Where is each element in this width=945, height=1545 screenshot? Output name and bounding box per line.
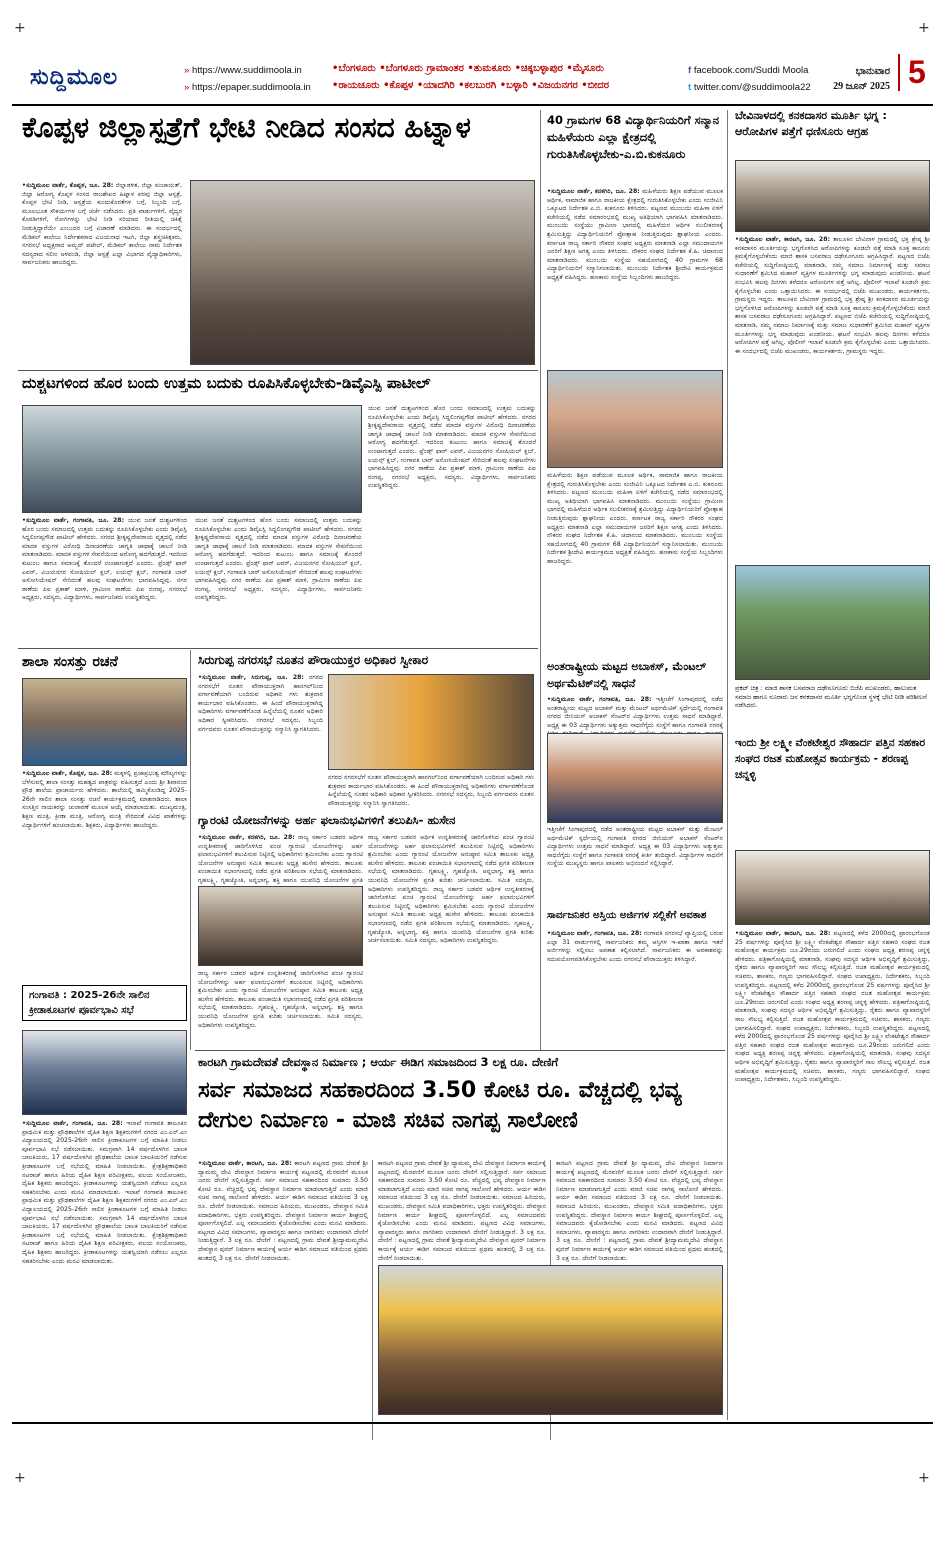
column-rule bbox=[727, 110, 728, 1420]
koppal-text: ಜಿಲ್ಲಾಡಳಿತ, ಜಿಲ್ಲಾ ಪಂಚಾಯತ್, ಜಿಲ್ಲಾ ಆರೋಗ್ಯ ಕೊಪ್ಪಳ ಸಂಸದ ರಾಜಶೇಖರ ಹಿಟ್ನಾಳ ಪರವು ಜಿಲ್ಲಾ ಆಸ್ಪತ್ರೆ, ಕೊಪ್ಪಳ ಭೇಟಿ ನೀಡಿ, ಆಸ್ಪತ್ರೆಯ ಕುಂದುಕೊರತೆಗಳ ಬಗ್ಗೆ, ಸಿಬ್ಬಂದಿ ಬಗ್ಗೆ, ಮೂಲಭೂತ ಸೌಕರ್ಯಗಳ ಬಗ್ಗೆ ಚರ್ಚೆ ನಡೆಸಿದರು. ಪ್ರತಿ ವಾರ್ಡುಗಳಿಗೆ, ವೈದ್ಯರ ಕೊಠಡಿಗಳಿಗೆ, ರೋಗಿಗಳನ್ನು ಭೇಟಿ ನೀಡಿ ಸರಿಯಾದ ರೀತಿಯಲ್ಲಿ ಚಿಕಿತ್ಸೆ ನೀಡುತ್ತಿದ್ದಾರೆಯೇ ಎಂಬುದರ ಬಗ್ಗೆ ವಿಚಾರಣೆ ಮಾಡಿದರು. ಈ ಸಂದರ್ಭದಲ್ಲಿ ಮೆಡಿಕಲ್ ಕಾಲೇಜು ನಿರ್ದೇಶಕರಾದ ವಿಜಯನಾಥ ಇಟಗಿ, ಜಿಲ್ಲಾ ಶಸ್ತ್ರಚಿಕಿತ್ಸಕರು, ನಗರಸಭೆ ಅಧ್ಯಕ್ಷರಾದ ಅಮ್ಜದ್ ಪಟೇಲ್, ಮೆಡಿಕಲ್ ಕಾಲೇಜು ನಾಮ ನಿರ್ದೇಶಕ ಸದಸ್ಯರಾದ ಸಲೀಂ ಅಳವಂಡಿ, ಜಿಲ್ಲಾ ಆಸ್ಪತ್ರೆ ಎಲ್ಲಾ ವಿಭಾಗದ ವೈದ್ಯಾಧಿಕಾರಿಗಳು, ಸಾರ್ವಜನಿಕರು ಹಾಜರಿದ್ದರು. bbox=[22, 182, 183, 267]
school-photo bbox=[22, 678, 187, 766]
koppal-headline[interactable]: ಕೊಪ್ಪಳ ಜಿಲ್ಲಾಸ್ಪತ್ರೆಗೆ ಭೇಟಿ ನೀಡಿದ ಸಂಸದ ಹಿಟ್ನಾಳ bbox=[22, 111, 471, 144]
facebook-icon: f bbox=[688, 65, 692, 76]
district-line-1: •ಬೆಂಗಳೂರು •ಬೆಂಗಳೂರು ಗ್ರಾಮಾಂತರ •ತುಮಕೂರು •ಚಿಕ್ಕಬಳ್ಳಾಪುರ •ಮೈಸೂರು bbox=[332, 63, 604, 74]
cooperative-text-cont: ಪಟ್ಟಣದಲ್ಲಿ ಕಳೆದ 2000ದಲ್ಲಿ ಪ್ರಾರಂಭಗೊಂಡ 25 ವರ್ಷಗಳನ್ನು ಪೂರೈಸಿದ ಶ್ರೀ ಲಕ್ಷ್ಮೀ ವೆಂಕಟೇಶ್ವರ ಸೌಹಾರ್ದ ಪತ್ತಿನ ಸಹಕಾರಿ ಸಂಘದ ರಜತ ಮಹೋತ್ಸವ ಕಾರ್ಯಕ್ರಮ ಜೂ.29ರಂದು ಜರುಗಲಿದೆ ಎಂದು ಸಂಘದ ಅಧ್ಯಕ್ಷ ಶರಣಪ್ಪ ಚನ್ನಳ್ಳಿ ಹೇಳಿದರು. ಪತ್ರಿಕಾಗೋಷ್ಠಿಯಲ್ಲಿ ಮಾತನಾಡಿ, ಸಂಘವು ಸದಸ್ಯರ ಆರ್ಥಿಕ ಅಭಿವೃದ್ಧಿಗೆ ಶ್ರಮಿಸುತ್ತಿದ್ದು, ರೈತರು ಹಾಗೂ ವ್ಯಾಪಾರಸ್ಥರಿಗೆ ಸಾಲ ಸೌಲಭ್ಯ ಕಲ್ಪಿಸುತ್ತಿದೆ. ರಜತ ಮಹೋತ್ಸವ ಕಾರ್ಯಕ್ರಮದಲ್ಲಿ ಸಚಿವರು, ಶಾಸಕರು, ಗಣ್ಯರು ಭಾಗವಹಿಸಲಿದ್ದಾರೆ. ಸಂಘದ ಉಪಾಧ್ಯಕ್ಷರು, ನಿರ್ದೇಶಕರು, ಸಿಬ್ಬಂದಿ ಉಪಸ್ಥಿತರಿದ್ದರು. bbox=[735, 981, 931, 1032]
guarantee-dateline: •ಸುದ್ದಿಮೂಲ ವಾರ್ತೆ, ಕನಕಗಿರಿ, ಜೂ. 28: bbox=[198, 834, 295, 841]
district-line-2: •ರಾಯಚೂರು •ಕೊಪ್ಪಳ •ಯಾದಗಿರಿ •ಕಲಬುರಗಿ •ಬಳ್ಳಾರಿ •ವಿಜಯನಗರ •ಬೀದರ bbox=[332, 80, 609, 91]
bevinal-text-cont: ತಾಲೂಕಿನ ಬೇವಿನಾಳ ಗ್ರಾಮದಲ್ಲಿ ಭಕ್ತ ಶ್ರೇಷ್ಠ ಶ್ರೀ ಕನಕದಾಸರ ಮೂರ್ತಿಯನ್ನು ಭಗ್ನಗೊಳಿಸಿದ ಆರೋಪಿಗಳನ್ನು ಕೂಡಲೇ ಪತ್ತೆ ಮಾಡಿ ಸೂಕ್ತ ಕಾನೂನು ಕ್ರಮಕೈಗೊಳ್ಳಬೇಕೆಂದು ಮಾಜಿ ಶಾಸಕ ಬಸವರಾಜ ದಢೇಸೂಗೂರು ಆಗ್ರಹಿಸಿದ್ದಾರೆ. ಪಟ್ಟಣದ ಬಿಜೆಪಿ ಕಚೇರಿಯಲ್ಲಿ ಸುದ್ದಿಗೋಷ್ಠಿಯಲ್ಲಿ ಮಾತನಾಡಿ, ನಮ್ಮ ಸಮಾಜ ನಿರ್ಮಾಣಕ್ಕೆ ಮತ್ತು ಸಮಾಜ ಸುಧಾರಣೆಗೆ ಶ್ರಮಿಸಿದ ಮಹಾನ್ ವ್ಯಕ್ತಿಗಳ ಮೂರ್ತಿಗಳನ್ನು ಭಗ್ನ ಮಾಡುವುದು ಖಂಡನೀಯ. ಘಟನೆ ಸಂಭವಿಸಿ ಹಲವು ದಿನಗಳು ಕಳೆದರೂ ಆರೋಪಿಗಳ ಪತ್ತೆ ಆಗಿಲ್ಲ. ಪೊಲೀಸ್ ಇಲಾಖೆ ಕೂಡಲೇ ಕ್ರಮ ಕೈಗೊಳ್ಳಬೇಕು ಎಂದು ಒತ್ತಾಯಿಸಿದರು. ಈ ಸಂದರ್ಭದಲ್ಲಿ ಬಿಜೆಪಿ ಮುಖಂಡರು, ಕಾರ್ಯಕರ್ತರು, ಗ್ರಾಮಸ್ಥರು ಇದ್ದರು. bbox=[735, 296, 931, 355]
siruguppa-headline[interactable]: ಸಿರುಗುಪ್ಪ ನಗರಸಭೆ ನೂತನ ಪೌರಾಯುಕ್ತರ ಅಧಿಕಾರ ಸ್ವೀಕಾರ bbox=[198, 653, 429, 667]
drugs-body-1 bbox=[22, 517, 187, 642]
koppal-photo bbox=[190, 180, 535, 365]
school-body bbox=[22, 770, 187, 980]
cooperative-dateline: •ಸುದ್ದಿಮೂಲ ವಾರ್ತೆ, ಕಾರಟಗಿ, ಜೂ. 28: bbox=[735, 930, 831, 937]
women-photo bbox=[547, 370, 723, 468]
bevinal-dateline: •ಸುದ್ದಿಮೂಲ ವಾರ್ತೆ, ಕಾರಟಗಿ, ಜೂ. 28: bbox=[735, 236, 830, 243]
sports-text: ಇಲಾಖೆ ಗಂಗಾವತಿ ತಾಲೂಕಿನ ಪ್ರಾಥಮಿಕ ಮತ್ತು ಪ್ರೌಢಶಾಲೆಗಳ ದೈಹಿಕ ಶಿಕ್ಷಣ ಶಿಕ್ಷಕರುಗಳಿಗೆ ನಗರದ ಎಂ.ಎನ್.ಎಂ ವಿದ್ಯಾಲಯದಲ್ಲಿ 2025-26ನೇ ಸಾಲಿನ ಕ್ರೀಡಾಕೂಟಗಳ ಬಗ್ಗೆ ಮಾಹಿತಿ ನೀಡಲು ಪೂರ್ವಭಾವಿ ಸಭೆ ನಡೆಸಲಾಯಿತು. ಸಮಗ್ರವಾಗಿ 14 ವರ್ಷದೊಳಗಿನ ಬಾಲಕ ಬಾಲಕಿಯರು, 17 ವರ್ಷದೊಳಗಿನ ಪ್ರೌಢಶಾಲೆಯ ಬಾಲಕ ಬಾಲಕಿಯರಿಗೆ ನಡೆಸುವ ಕ್ರೀಡಾಕೂಟಗಳ ಬಗ್ಗೆ ಸಭೆಯಲ್ಲಿ ಮಾಹಿತಿ ನೀಡಲಾಯಿತು. ಕ್ಷೇತ್ರಶಿಕ್ಷಣಾಧಿಕಾರಿ ನಟರಾಜ್ ಹಾಗೂ ಹಿರಿಯ ದೈಹಿಕ ಶಿಕ್ಷಣ ಪರಿವೀಕ್ಷಕರು, ವಲಯ ಸಂಯೋಜಕರು, ದೈಹಿಕ ಶಿಕ್ಷಕರು ಹಾಜರಿದ್ದರು. ಕ್ರೀಡಾಕೂಟಗಳನ್ನು ಯಶಸ್ವಿಯಾಗಿ ನಡೆಸಲು ಎಲ್ಲರೂ ಸಹಕರಿಸಬೇಕು ಎಂದು ಮನವಿ ಮಾಡಲಾಯಿತು. bbox=[22, 1120, 187, 1196]
cooperative-photo bbox=[735, 850, 930, 925]
drugs-body-3 bbox=[368, 405, 536, 642]
temple-body-1 bbox=[198, 1160, 368, 1418]
bevinal-text: ತಾಲೂಕಿನ ಬೇವಿನಾಳ ಗ್ರಾಮದಲ್ಲಿ ಭಕ್ತ ಶ್ರೇಷ್ಠ ಶ್ರೀ ಕನಕದಾಸರ ಮೂರ್ತಿಯನ್ನು ಭಗ್ನಗೊಳಿಸಿದ ಆರೋಪಿಗಳನ್ನು ಕೂಡಲೇ ಪತ್ತೆ ಮಾಡಿ ಸೂಕ್ತ ಕಾನೂನು ಕ್ರಮಕೈಗೊಳ್ಳಬೇಕೆಂದು ಮಾಜಿ ಶಾಸಕ ಬಸವರಾಜ ದಢೇಸೂಗೂರು ಆಗ್ರಹಿಸಿದ್ದಾರೆ. ಪಟ್ಟಣದ ಬಿಜೆಪಿ ಕಚೇರಿಯಲ್ಲಿ ಸುದ್ದಿಗೋಷ್ಠಿಯಲ್ಲಿ ಮಾತನಾಡಿ, ನಮ್ಮ ಸಮಾಜ ನಿರ್ಮಾಣಕ್ಕೆ ಮತ್ತು ಸಮಾಜ ಸುಧಾರಣೆಗೆ ಶ್ರಮಿಸಿದ ಮಹಾನ್ ವ್ಯಕ್ತಿಗಳ ಮೂರ್ತಿಗಳನ್ನು ಭಗ್ನ ಮಾಡುವುದು ಖಂಡನೀಯ. ಘಟನೆ ಸಂಭವಿಸಿ ಹಲವು ದಿನಗಳು ಕಳೆದರೂ ಆರೋಪಿಗಳ ಪತ್ತೆ ಆಗಿಲ್ಲ. ಪೊಲೀಸ್ ಇಲಾಖೆ ಕೂಡಲೇ ಕ್ರಮ ಕೈಗೊಳ್ಳಬೇಕು ಎಂದು ಒತ್ತಾಯಿಸಿದರು. ಈ ಸಂದರ್ಭದಲ್ಲಿ ಬಿಜೆಪಿ ಮುಖಂಡರು, ಕಾರ್ಯಕರ್ತರು, ಗ್ರಾಮಸ್ಥರು ಇದ್ದರು. bbox=[735, 236, 930, 304]
women-dateline: •ಸುದ್ದಿಮೂಲ ವಾರ್ತೆ, ಕನಕಗಿರಿ, ಜೂ. 28: bbox=[547, 188, 640, 195]
registration-mark-icon: + bbox=[14, 20, 26, 36]
guarantee-body bbox=[198, 834, 363, 882]
social-links bbox=[688, 62, 811, 96]
temple-headline[interactable]: ಸರ್ವ ಸಮಾಜದ ಸಹಕಾರದಿಂದ 3.50 ಕೋಟಿ ರೂ. ವೆಚ್ಚದಲ್ಲಿ ಭವ್ಯ ದೇಗುಲ ನಿರ್ಮಾಣ - ಮಾಜಿ ಸಚಿವ ನಾಗಪ್ಪ ಸಾಲೋಣಿ bbox=[198, 1078, 682, 1133]
epaper-url-link[interactable]: » https://epaper.suddimoola.in bbox=[184, 79, 311, 96]
registration-mark-icon: + bbox=[918, 1470, 930, 1486]
women-text-cont: ಮಹಿಳೆಯರು ಶಿಕ್ಷಣ ಪಡೆಯುವ ಮೂಲಕ ಆರ್ಥಿಕ, ಸಾಮಾಜಿಕ ಹಾಗೂ ರಾಜಕೀಯ ಕ್ಷೇತ್ರದಲ್ಲಿ ಗುರುತಿಸಿಕೊಳ್ಳಬೇಕು ಎಂದು ಸಂಜೀವಿನಿ ಒಕ್ಕೂಟದ ನಿರ್ದೇಶಕ ಎ.ಬಿ. ಕುಕನೂರು ತಿಳಿಸಿದರು. ಪಟ್ಟಣದ ಮುಂಬಯಿ ಮಹಿಳಾ ಏಳಿಗೆ ಕಚೇರಿಯಲ್ಲಿ ನಡೆದ ಸಮಾರಂಭದಲ್ಲಿ ಮುಖ್ಯ ಅತಿಥಿಯಾಗಿ ಭಾಗವಹಿಸಿ ಮಾತನಾಡಿದರು. ಮುಂಬಯಿ ಸಂಸ್ಥೆಯು ಗ್ರಾಮೀಣ ಭಾಗದಲ್ಲಿ ಮಹಿಳೆಯರ ಆರ್ಥಿಕ ಸಬಲೀಕರಣಕ್ಕೆ ಶ್ರಮಿಸುತ್ತಿದ್ದು ವಿದ್ಯಾರ್ಥಿನಿಯರಿಗೆ ಪ್ರೋತ್ಸಾಹ ನೀಡುತ್ತಿರುವುದು ಶ್ಲಾಘನೀಯ ಎಂದರು. ಕರ್ನಾಟಕ ರಾಜ್ಯ ಸರ್ಕಾರಿ ನೌಕರರ ಸಂಘದ ಅಧ್ಯಕ್ಷರು ಮಾತನಾಡಿ ಎಲ್ಲಾ ಸಮುದಾಯಗಳ ಜನರಿಗೆ ಶಿಕ್ಷಣ ಅಗತ್ಯ ಎಂದು ತಿಳಿಸಿದರು. ನೌಕರರ ಸಂಘದ ನಿರ್ದೇಶಕ ಕೆ.ಹಿ. ಚಿದಾನಂದ ಮಾತನಾಡಿದರು. ಮುಂಬಯಿ ಸಂಸ್ಥೆಯ ಸಹಯೋಗದಲ್ಲಿ 40 ಗ್ರಾಮಗಳ 68 ವಿದ್ಯಾರ್ಥಿನಿಯರಿಗೆ ಸನ್ಮಾನಿಸಲಾಯಿತು. ಮುಂಬಯಿ ನಿರ್ದೇಶಕ ಶ್ರೀದೇವಿ ಕಾರ್ಯಕ್ರಮದ ಅಧ್ಯಕ್ಷತೆ ವಹಿಸಿದ್ದರು. ಹಣಕಾಸು ಸಂಸ್ಥೆಯ ಸಿಬ್ಬಂದಿಗಳು ಹಾಜರಿದ್ದರು. bbox=[547, 472, 723, 565]
guarantee-body-2 bbox=[198, 970, 363, 1045]
international-photo bbox=[547, 733, 723, 823]
registration-mark-icon: + bbox=[14, 1470, 26, 1486]
guarantee-body-3 bbox=[368, 834, 534, 1045]
international-headline[interactable]: ಅಂತರಾಷ್ಟ್ರೀಯ ಮಟ್ಟದ ಅಬಾಕಸ್, ಮೆಂಟಲ್ ಅರ್ಥಮೆಟಿಕ್‌ನಲ್ಲಿ ಸಾಧನೆ bbox=[547, 660, 707, 690]
sports-body bbox=[22, 1120, 187, 1415]
drugs-text: ಯುವ ಜನತೆ ದುಶ್ಚಟಗಳಿಂದ ಹೊರ ಬಂದು ಸಮಾಜದಲ್ಲಿ ಉತ್ತಮ ಬದುಕನ್ನು ರೂಪಿಸಿಕೊಳ್ಳಬೇಕು ಎಂದು ಡಿವೈಎಸ್ಪಿ ಸಿದ್ದಲಿಂಗಪ್ಪಗೌಡ ಪಾಟೀಲ್ ಹೇಳಿದರು. ನಗರದ ಶ್ರೀಕೃಷ್ಣದೇವರಾಯ ವೃತ್ತದಲ್ಲಿ ನಡೆದ ಮಾದಕ ವಸ್ತುಗಳ ವಿರೋಧಿ ದಿನಾಚರಣೆಯ ಜಾಗೃತಿ ಜಾಥಾಕ್ಕೆ ಚಾಲನೆ ನೀಡಿ ಮಾತನಾಡಿದರು. ಮಾದಕ ವಸ್ತುಗಳ ಸೇವನೆಯಿಂದ ಆರೋಗ್ಯ ಹದಗೆಡುತ್ತದೆ. ಇದರಿಂದ ಕುಟುಂಬ ಹಾಗೂ ಸಮಾಜಕ್ಕೆ ತೊಂದರೆ ಉಂಟಾಗುತ್ತದೆ ಎಂದರು. ಫ್ರೆಂಡ್ಸ್ ಫಾರ್ ಎವರ್, ವಿಜಯನಗರ ಸೋಷಿಯಲ್ ಕ್ಲಬ್, ಲಯನ್ಸ್ ಕ್ಲಬ್, ಗಂಗಾವತಿ ಬಾರ್ ಅಸೋಸಿಯೇಷನ್ ಸೇರಿದಂತೆ ಹಲವು ಸಂಘಟನೆಗಳು ಭಾಗವಹಿಸಿದ್ದವು. ನಗರ ಠಾಣೆಯ ಪಿಐ ಪ್ರಕಾಶ್ ಮಾಳಿ, ಗ್ರಾಮೀಣ ಠಾಣೆಯ ಪಿಐ ರಂಗಪ್ಪ, ನಗರಸಭೆ ಅಧ್ಯಕ್ಷರು, ಸದಸ್ಯರು, ವಿದ್ಯಾರ್ಥಿಗಳು, ಸಾರ್ವಜನಿಕರು ಉಪಸ್ಥಿತರಿದ್ದರು. bbox=[22, 517, 188, 602]
temple-body-2 bbox=[378, 1160, 546, 1260]
column-rule bbox=[372, 1160, 373, 1440]
bevinal-photo-1 bbox=[735, 160, 930, 232]
logo-text: ಸುದ್ದಿಮೂಲ bbox=[30, 64, 119, 90]
school-text: ಮಕ್ಕಳಲ್ಲಿ ಪ್ರಜಾಪ್ರಭುತ್ವ ಮೌಲ್ಯಗಳನ್ನು ಬೆಳೆಸುವಲ್ಲಿ ಶಾಲಾ ಸಂಸತ್ತು ಮಹತ್ವದ ಪಾತ್ರವನ್ನು ವಹಿಸುತ್ತದೆ ಎಂದು ಶ್ರೀ ಶಿವಾನಂದ ಪ್ರೌಢ ಶಾಲೆಯ ಪ್ರಾಚಾರ್ಯರು ಹೇಳಿದರು. ಶಾಲೆಯಲ್ಲಿ ಹಮ್ಮಿಕೊಂಡಿದ್ದ 2025-26ನೇ ಸಾಲಿನ ಶಾಲಾ ಸಂಸತ್ತು ರಚನೆ ಕಾರ್ಯಕ್ರಮದಲ್ಲಿ ಮಾತನಾಡಿದರು. ಶಾಲಾ ಸಂಸತ್ತಿನ ನಾಯಕರನ್ನು ಚುನಾವಣೆ ಮೂಲಕ ಆಯ್ಕೆ ಮಾಡಲಾಯಿತು. ಮುಖ್ಯಮಂತ್ರಿ, ಶಿಕ್ಷಣ ಮಂತ್ರಿ, ಕ್ರೀಡಾ ಮಂತ್ರಿ, ಆರೋಗ್ಯ ಮಂತ್ರಿ ಸೇರಿದಂತೆ ವಿವಿಧ ಖಾತೆಗಳನ್ನು ವಿದ್ಯಾರ್ಥಿಗಳಿಗೆ ಹಂಚಲಾಯಿತು. ಶಿಕ್ಷಕರು, ವಿದ್ಯಾರ್ಥಿಗಳು ಹಾಜರಿದ್ದರು. bbox=[22, 770, 187, 829]
sports-photo bbox=[22, 1030, 187, 1115]
drugs-dateline: •ಸುದ್ದಿಮೂಲ ವಾರ್ತೆ, ಗಂಗಾವತಿ, ಜೂ. 28: bbox=[22, 517, 125, 524]
siruguppa-text-cont: ನಗರದ ನಗರಸಭೆಗೆ ನೂತನ ಪೌರಾಯುಕ್ತರಾಗಿ ಹಾನಗಲ್‌ನಿಂದ ವರ್ಗಾವಣೆಯಾಗಿ ಬಂದಿರುವ ಅಧಿಕಾರಿ ಗಳು ಶುಕ್ರವಾರ ಕಾರ್ಯಭಾರ ವಹಿಸಿಕೊಂಡರು. ಈ ಹಿಂದೆ ಪೌರಾಯುಕ್ತರಾಗಿದ್ದ ಅಧಿಕಾರಿಗಳು ವರ್ಗಾವಣೆಗೊಂಡ ಹಿನ್ನೆಲೆಯಲ್ಲಿ ನೂತನ ಅಧಿಕಾರಿ ಅಧಿಕಾರ ಸ್ವೀಕರಿಸಿದರು. ನಗರಸಭೆ ಸದಸ್ಯರು, ಸಿಬ್ಬಂದಿ ವರ್ಗದವರು ನೂತನ ಪೌರಾಯುಕ್ತರನ್ನು ಸನ್ಮಾನಿಸಿ ಸ್ವಾಗತಿಸಿದರು. bbox=[328, 774, 534, 807]
temple-text: ಕಾರಟಗಿ ಪಟ್ಟಣದ ಗ್ರಾಮ ದೇವತೆ ಶ್ರೀ ದ್ಯಾಮಮ್ಮ ದೇವಿ ದೇವಸ್ಥಾನ ನಿರ್ಮಾಣ ಕಾರ್ಯಕ್ಕೆ ಪಟ್ಟಣದಲ್ಲಿ ಮೆರವಣಿಗೆ ಮೂಲಕ ಜನರು ದೇಣಿಗೆ ಸಲ್ಲಿಸುತ್ತಿದ್ದಾರೆ. ಸರ್ವ ಸಮಾಜದ ಸಹಕಾರದಿಂದ ಸುಮಾರು 3.50 ಕೋಟಿ ರೂ. ವೆಚ್ಚದಲ್ಲಿ ಭವ್ಯ ದೇವಸ್ಥಾನ ನಿರ್ಮಾಣ ಮಾಡಲಾಗುತ್ತಿದೆ ಎಂದು ಮಾಜಿ ಸಚಿವ ನಾಗಪ್ಪ ಸಾಲೋಣಿ ಹೇಳಿದರು. ಆರ್ಯ ಈಡಿಗ ಸಮಾಜದ ವತಿಯಿಂದ 3 ಲಕ್ಷ ರೂ. ದೇಣಿಗೆ ನೀಡಲಾಯಿತು. ಸಮಾಜದ ಹಿರಿಯರು, ಮುಖಂಡರು, ದೇವಸ್ಥಾನ ಸಮಿತಿ ಪದಾಧಿಕಾರಿಗಳು, ಭಕ್ತರು ಉಪಸ್ಥಿತರಿದ್ದರು. ದೇವಸ್ಥಾನ ನಿರ್ಮಾಣ ಕಾರ್ಯ ಶೀಘ್ರದಲ್ಲಿ ಪೂರ್ಣಗೊಳ್ಳಲಿದೆ. ಎಲ್ಲ ಸಮಾಜದವರು ಕೈಜೋಡಿಸಬೇಕು ಎಂದು ಮನವಿ ಮಾಡಿದರು. ಪಟ್ಟಣದ ವಿವಿಧ ಸಮಾಜಗಳು, ವ್ಯಾಪಾರಸ್ಥರು ಹಾಗೂ ನಾಗರಿಕರು ಉದಾರವಾಗಿ ದೇಣಿಗೆ ನೀಡುತ್ತಿದ್ದಾರೆ. 3 ಲಕ್ಷ ರೂ. ದೇಣಿಗೆ : ಪಟ್ಟಣದಲ್ಲಿ ಗ್ರಾಮ ದೇವತೆ ಶ್ರೀದ್ಯಾಮಮ್ಮದೇವಿ ದೇವಸ್ಥಾನ ಪುನರ್ ನಿರ್ಮಾಣ ಕಾರ್ಯಕ್ಕೆ ಆರ್ಯ ಈಡಿಗ ಸಮಾಜದ ವತಿಯಿಂದ ಪ್ರಥಮ ಹಂತದಲ್ಲಿ 3 ಲಕ್ಷ ರೂ. ದೇಣಿಗೆ ನೀಡಲಾಯಿತು. bbox=[198, 1160, 369, 1262]
guarantee-text-cont-3: ರಾಜ್ಯ ಸರ್ಕಾರ ಬಡವರ ಆರ್ಥಿಕ ಉನ್ನತೀಕರಣಕ್ಕೆ ಜಾರಿಗೊಳಿಸಿದ ಪಂಚ ಗ್ಯಾರಂಟಿ ಯೋಜನೆಗಳನ್ನು ಅರ್ಹ ಫಲಾನುಭವಿಗಳಿಗೆ ತಲುಪಿಸುವ ನಿಟ್ಟಿನಲ್ಲಿ ಅಧಿಕಾರಿಗಳು ಶ್ರಮಿಸಬೇಕು ಎಂದು ಗ್ಯಾರಂಟಿ ಯೋಜನೆಗಳ ಅನುಷ್ಠಾನ ಸಮಿತಿ ತಾಲೂಕು ಅಧ್ಯಕ್ಷ ಹುಸೇನ ಹೇಳಿದರು. ತಾಲೂಕು ಪಂಚಾಯಿತಿ ಸಭಾಂಗಣದಲ್ಲಿ ನಡೆದ ಪ್ರಗತಿ ಪರಿಶೀಲನಾ ಸಭೆಯಲ್ಲಿ ಮಾತನಾಡಿದರು. ಗೃಹಲಕ್ಷ್ಮಿ, ಗೃಹಜ್ಯೋತಿ, ಅನ್ನಭಾಗ್ಯ, ಶಕ್ತಿ ಹಾಗೂ ಯುವನಿಧಿ ಯೋಜನೆಗಳ ಪ್ರಗತಿ ಕುರಿತು ಚರ್ಚಿಸಲಾಯಿತು. ಸಮಿತಿ ಸದಸ್ಯರು, ಅಧಿಕಾರಿಗಳು ಉಪಸ್ಥಿತರಿದ್ದರು. bbox=[368, 885, 534, 945]
bevinal-body bbox=[735, 236, 930, 561]
guarantee-headline[interactable]: ಗ್ಯಾರಂಟಿ ಯೋಜನೆಗಳನ್ನು ಅರ್ಹ ಫಲಾನುಭವಿಗಳಿಗೆ ತಲುಪಿಸಿ- ಹುಸೇನ bbox=[198, 813, 456, 827]
newspaper-logo[interactable] bbox=[30, 62, 180, 92]
school-headline[interactable]: ಶಾಲಾ ಸಂಸತ್ತು ರಚನೆ bbox=[22, 654, 118, 670]
issue-date-text: 29 ಜೂನ್ 2025 bbox=[833, 81, 890, 92]
drugs-text-cont-2: ಯುವ ಜನತೆ ದುಶ್ಚಟಗಳಿಂದ ಹೊರ ಬಂದು ಸಮಾಜದಲ್ಲಿ ಉತ್ತಮ ಬದುಕನ್ನು ರೂಪಿಸಿಕೊಳ್ಳಬೇಕು ಎಂದು ಡಿವೈಎಸ್ಪಿ ಸಿದ್ದಲಿಂಗಪ್ಪಗೌಡ ಪಾಟೀಲ್ ಹೇಳಿದರು. ನಗರದ ಶ್ರೀಕೃಷ್ಣದೇವರಾಯ ವೃತ್ತದಲ್ಲಿ ನಡೆದ ಮಾದಕ ವಸ್ತುಗಳ ವಿರೋಧಿ ದಿನಾಚರಣೆಯ ಜಾಗೃತಿ ಜಾಥಾಕ್ಕೆ ಚಾಲನೆ ನೀಡಿ ಮಾತನಾಡಿದರು. ಮಾದಕ ವಸ್ತುಗಳ ಸೇವನೆಯಿಂದ ಆರೋಗ್ಯ ಹದಗೆಡುತ್ತದೆ. ಇದರಿಂದ ಕುಟುಂಬ ಹಾಗೂ ಸಮಾಜಕ್ಕೆ ತೊಂದರೆ ಉಂಟಾಗುತ್ತದೆ ಎಂದರು. ಫ್ರೆಂಡ್ಸ್ ಫಾರ್ ಎವರ್, ವಿಜಯನಗರ ಸೋಷಿಯಲ್ ಕ್ಲಬ್, ಲಯನ್ಸ್ ಕ್ಲಬ್, ಗಂಗಾವತಿ ಬಾರ್ ಅಸೋಸಿಯೇಷನ್ ಸೇರಿದಂತೆ ಹಲವು ಸಂಘಟನೆಗಳು ಭಾಗವಹಿಸಿದ್ದವು. ನಗರ ಠಾಣೆಯ ಪಿಐ ಪ್ರಕಾಶ್ ಮಾಳಿ, ಗ್ರಾಮೀಣ ಠಾಣೆಯ ಪಿಐ ರಂಗಪ್ಪ, ನಗರಸಭೆ ಅಧ್ಯಕ್ಷರು, ಸದಸ್ಯರು, ವಿದ್ಯಾರ್ಥಿಗಳು, ಸಾರ್ವಜನಿಕರು ಉಪಸ್ಥಿತರಿದ್ದರು. bbox=[368, 405, 536, 490]
district-list bbox=[332, 60, 684, 94]
issue-day: ಭಾನುವಾರ bbox=[855, 66, 890, 77]
page-number: 5 bbox=[898, 54, 926, 91]
site-links bbox=[184, 62, 311, 96]
bevinal-photo-2 bbox=[735, 565, 930, 680]
sarvajanik-body bbox=[547, 930, 723, 1045]
international-text-cont: ಇತ್ತೀಚೆಗೆ ಸಿಂಗಾಪುರದಲ್ಲಿ ನಡೆದ ಅಂತರಾಷ್ಟ್ರೀಯ ಮಟ್ಟದ ಅಬಾಕಸ್ ಮತ್ತು ಮೆಂಟಲ್ ಅರ್ಥಮೆಟಿಕ್ ಸ್ಪರ್ಧೆಯಲ್ಲಿ ಗಂಗಾವತಿ ನಗರದ ಜೀನಿಯಸ್ ಅಬಾಕಸ್ ಸೆಂಟರ್‌ನ ವಿದ್ಯಾರ್ಥಿಗಳು ಉತ್ತಮ ಸಾಧನೆ ಮಾಡಿದ್ದಾರೆ. ಅಧ್ಯಕ್ಷ ಈ 03 ವಿದ್ಯಾರ್ಥಿಗಳು ಅತ್ಯುತ್ತಮ ಸಾಧನೆಗೈದು ಸಂಸ್ಥೆಗೆ ಹಾಗೂ ಗಂಗಾವತಿ ನಗರಕ್ಕೆ ಕೀರ್ತಿ ತಂದಿದ್ದಾರೆ. ವಿದ್ಯಾರ್ಥಿಗಳ ಸಾಧನೆಗೆ ಸಂಸ್ಥೆಯ ಮುಖ್ಯಸ್ಥರು ಹಾಗೂ ಪಾಲಕರು ಅಭಿನಂದನೆ ಸಲ್ಲಿಸಿದ್ದಾರೆ. bbox=[547, 826, 723, 868]
bevinal-caption: ಪ್ರಕಟ್ ಚಿತ್ರ : ಮಾಜಿ ಶಾಸಕ ಬಸವರಾಜ ದಢೇಸೂಗೂರು ಬಿಜೆಪಿ ಮುಖಂಡರು, ಹಾಲುಮತ ಸಮಾಜ ಹಾಗೂ ನೂರಾರು ಜನ ಕನಕದಾಸರ ಮೂರ್ತಿ ಭಗ್ನಗೊಂಡ ಸ್ಥಳಕ್ಕೆ ಭೇಟಿ ನೀಡಿ ಪರಿಶೀಲನೆ ನಡೆಸಿದರು. bbox=[735, 684, 927, 709]
column-rule bbox=[540, 650, 541, 1050]
siruguppa-body bbox=[198, 674, 323, 809]
drugs-body-2 bbox=[195, 517, 362, 642]
sports-headline[interactable]: ಗಂಗಾವತಿ : 2025-26ನೇ ಸಾಲಿನ ಕ್ರೀಡಾಕೂಟಗಳ ಪೂರ್ವಭಾವಿ ಸಭೆ bbox=[22, 985, 187, 1021]
temple-text-cont-2: ಕಾರಟಗಿ ಪಟ್ಟಣದ ಗ್ರಾಮ ದೇವತೆ ಶ್ರೀ ದ್ಯಾಮಮ್ಮ ದೇವಿ ದೇವಸ್ಥಾನ ನಿರ್ಮಾಣ ಕಾರ್ಯಕ್ಕೆ ಪಟ್ಟಣದಲ್ಲಿ ಮೆರವಣಿಗೆ ಮೂಲಕ ಜನರು ದೇಣಿಗೆ ಸಲ್ಲಿಸುತ್ತಿದ್ದಾರೆ. ಸರ್ವ ಸಮಾಜದ ಸಹಕಾರದಿಂದ ಸುಮಾರು 3.50 ಕೋಟಿ ರೂ. ವೆಚ್ಚದಲ್ಲಿ ಭವ್ಯ ದೇವಸ್ಥಾನ ನಿರ್ಮಾಣ ಮಾಡಲಾಗುತ್ತಿದೆ ಎಂದು ಮಾಜಿ ಸಚಿವ ನಾಗಪ್ಪ ಸಾಲೋಣಿ ಹೇಳಿದರು. ಆರ್ಯ ಈಡಿಗ ಸಮಾಜದ ವತಿಯಿಂದ 3 ಲಕ್ಷ ರೂ. ದೇಣಿಗೆ ನೀಡಲಾಯಿತು. ಸಮಾಜದ ಹಿರಿಯರು, ಮುಖಂಡರು, ದೇವಸ್ಥಾನ ಸಮಿತಿ ಪದಾಧಿಕಾರಿಗಳು, ಭಕ್ತರು ಉಪಸ್ಥಿತರಿದ್ದರು. ದೇವಸ್ಥಾನ ನಿರ್ಮಾಣ ಕಾರ್ಯ ಶೀಘ್ರದಲ್ಲಿ ಪೂರ್ಣಗೊಳ್ಳಲಿದೆ. ಎಲ್ಲ ಸಮಾಜದವರು ಕೈಜೋಡಿಸಬೇಕು ಎಂದು ಮನವಿ ಮಾಡಿದರು. ಪಟ್ಟಣದ ವಿವಿಧ ಸಮಾಜಗಳು, ವ್ಯಾಪಾರಸ್ಥರು ಹಾಗೂ ನಾಗರಿಕರು ಉದಾರವಾಗಿ ದೇಣಿಗೆ ನೀಡುತ್ತಿದ್ದಾರೆ. 3 ಲಕ್ಷ ರೂ. ದೇಣಿಗೆ : ಪಟ್ಟಣದಲ್ಲಿ ಗ್ರಾಮ ದೇವತೆ ಶ್ರೀದ್ಯಾಮಮ್ಮದೇವಿ ದೇವಸ್ಥಾನ ಪುನರ್ ನಿರ್ಮಾಣ ಕಾರ್ಯಕ್ಕೆ ಆರ್ಯ ಈಡಿಗ ಸಮಾಜದ ವತಿಯಿಂದ ಪ್ರಥಮ ಹಂತದಲ್ಲಿ 3 ಲಕ್ಷ ರೂ. ದೇಣಿಗೆ ನೀಡಲಾಯಿತು. bbox=[556, 1160, 723, 1262]
guarantee-text-cont-2: ರಾಜ್ಯ ಸರ್ಕಾರ ಬಡವರ ಆರ್ಥಿಕ ಉನ್ನತೀಕರಣಕ್ಕೆ ಜಾರಿಗೊಳಿಸಿದ ಪಂಚ ಗ್ಯಾರಂಟಿ ಯೋಜನೆಗಳನ್ನು ಅರ್ಹ ಫಲಾನುಭವಿಗಳಿಗೆ ತಲುಪಿಸುವ ನಿಟ್ಟಿನಲ್ಲಿ ಅಧಿಕಾರಿಗಳು ಶ್ರಮಿಸಬೇಕು ಎಂದು ಗ್ಯಾರಂಟಿ ಯೋಜನೆಗಳ ಅನುಷ್ಠಾನ ಸಮಿತಿ ತಾಲೂಕು ಅಧ್ಯಕ್ಷ ಹುಸೇನ ಹೇಳಿದರು. ತಾಲೂಕು ಪಂಚಾಯಿತಿ ಸಭಾಂಗಣದಲ್ಲಿ ನಡೆದ ಪ್ರಗತಿ ಪರಿಶೀಲನಾ ಸಭೆಯಲ್ಲಿ ಮಾತನಾಡಿದರು. ಗೃಹಲಕ್ಷ್ಮಿ, ಗೃಹಜ್ಯೋತಿ, ಅನ್ನಭಾಗ್ಯ, ಶಕ್ತಿ ಹಾಗೂ ಯುವನಿಧಿ ಯೋಜನೆಗಳ ಪ್ರಗತಿ ಕುರಿತು ಚರ್ಚಿಸಲಾಯಿತು. ಸಮಿತಿ ಸದಸ್ಯರು, ಅಧಿಕಾರಿಗಳು ಉಪಸ್ಥಿತರಿದ್ದರು. bbox=[368, 834, 534, 893]
facebook-text: facebook.com/Suddi Moola bbox=[693, 65, 809, 76]
siruguppa-body-2 bbox=[328, 774, 534, 810]
rule bbox=[18, 648, 538, 649]
women-headline[interactable]: 40 ಗ್ರಾಮಗಳ 68 ವಿದ್ಯಾರ್ಥಿನಿಯರಿಗೆ ಸನ್ಮಾನ ಮಹಿಳೆಯರು ಎಲ್ಲಾ ಕ್ಷೇತ್ರದಲ್ಲಿ ಗುರುತಿಸಿಕೊಳ್ಳಬೇಕು-ಎ.ಬಿ.ಕುಕನೂರು bbox=[547, 113, 720, 161]
sarvajanik-dateline: •ಸುದ್ದಿಮೂಲ ವಾರ್ತೆ, ಗಂಗಾವತಿ, ಜೂ. 28: bbox=[547, 930, 642, 937]
drugs-headline[interactable]: ದುಶ್ಚಟಗಳಿಂದ ಹೊರ ಬಂದು ಉತ್ತಮ ಬದುಕು ರೂಪಿಸಿಕೊಳ್ಳಬೇಕು-ಡಿವೈಎಸ್ಪಿ ಪಾಟೀಲ್ bbox=[22, 374, 431, 392]
cooperative-text: ಪಟ್ಟಣದಲ್ಲಿ ಕಳೆದ 2000ದಲ್ಲಿ ಪ್ರಾರಂಭಗೊಂಡ 25 ವರ್ಷಗಳನ್ನು ಪೂರೈಸಿದ ಶ್ರೀ ಲಕ್ಷ್ಮೀ ವೆಂಕಟೇಶ್ವರ ಸೌಹಾರ್ದ ಪತ್ತಿನ ಸಹಕಾರಿ ಸಂಘದ ರಜತ ಮಹೋತ್ಸವ ಕಾರ್ಯಕ್ರಮ ಜೂ.29ರಂದು ಜರುಗಲಿದೆ ಎಂದು ಸಂಘದ ಅಧ್ಯಕ್ಷ ಶರಣಪ್ಪ ಚನ್ನಳ್ಳಿ ಹೇಳಿದರು. ಪತ್ರಿಕಾಗೋಷ್ಠಿಯಲ್ಲಿ ಮಾತನಾಡಿ, ಸಂಘವು ಸದಸ್ಯರ ಆರ್ಥಿಕ ಅಭಿವೃದ್ಧಿಗೆ ಶ್ರಮಿಸುತ್ತಿದ್ದು, ರೈತರು ಹಾಗೂ ವ್ಯಾಪಾರಸ್ಥರಿಗೆ ಸಾಲ ಸೌಲಭ್ಯ ಕಲ್ಪಿಸುತ್ತಿದೆ. ರಜತ ಮಹೋತ್ಸವ ಕಾರ್ಯಕ್ರಮದಲ್ಲಿ ಸಚಿವರು, ಶಾಸಕರು, ಗಣ್ಯರು ಭಾಗವಹಿಸಲಿದ್ದಾರೆ. ಸಂಘದ ಉಪಾಧ್ಯಕ್ಷರು, ನಿರ್ದೇಶಕರು, ಸಿಬ್ಬಂದಿ ಉಪಸ್ಥಿತರಿದ್ದರು. bbox=[735, 930, 930, 989]
drugs-photo bbox=[22, 405, 362, 513]
international-dateline: •ಸುದ್ದಿಮೂಲ ವಾರ್ತೆ, ಗಂಗಾವತಿ, ಜೂ. 28: bbox=[547, 696, 652, 703]
international-text: ಇತ್ತೀಚೆಗೆ ಸಿಂಗಾಪುರದಲ್ಲಿ ನಡೆದ ಅಂತರಾಷ್ಟ್ರೀಯ ಮಟ್ಟದ ಅಬಾಕಸ್ ಮತ್ತು ಮೆಂಟಲ್ ಅರ್ಥಮೆಟಿಕ್ ಸ್ಪರ್ಧೆಯಲ್ಲಿ ಗಂಗಾವತಿ ನಗರದ ಜೀನಿಯಸ್ ಅಬಾಕಸ್ ಸೆಂಟರ್‌ನ ವಿದ್ಯಾರ್ಥಿಗಳು ಉತ್ತಮ ಸಾಧನೆ ಮಾಡಿದ್ದಾರೆ. ಅಧ್ಯಕ್ಷ ಈ 03 ವಿದ್ಯಾರ್ಥಿಗಳು ಅತ್ಯುತ್ತಮ ಸಾಧನೆಗೈದು ಸಂಸ್ಥೆಗೆ ಹಾಗೂ ಗಂಗಾವತಿ ನಗರಕ್ಕೆ bbox=[547, 696, 724, 729]
temple-photo bbox=[378, 1265, 723, 1415]
cooperative-text-cont-2: ಪಟ್ಟಣದಲ್ಲಿ ಕಳೆದ 2000ದಲ್ಲಿ ಪ್ರಾರಂಭಗೊಂಡ 25 ವರ್ಷಗಳನ್ನು ಪೂರೈಸಿದ ಶ್ರೀ ಲಕ್ಷ್ಮೀ ವೆಂಕಟೇಶ್ವರ ಸೌಹಾರ್ದ ಪತ್ತಿನ ಸಹಕಾರಿ ಸಂಘದ ರಜತ ಮಹೋತ್ಸವ ಕಾರ್ಯಕ್ರಮ ಜೂ.29ರಂದು ಜರುಗಲಿದೆ ಎಂದು ಸಂಘದ ಅಧ್ಯಕ್ಷ ಶರಣಪ್ಪ ಚನ್ನಳ್ಳಿ ಹೇಳಿದರು. ಪತ್ರಿಕಾಗೋಷ್ಠಿಯಲ್ಲಿ ಮಾತನಾಡಿ, ಸಂಘವು ಸದಸ್ಯರ ಆರ್ಥಿಕ ಅಭಿವೃದ್ಧಿಗೆ ಶ್ರಮಿಸುತ್ತಿದ್ದು, ರೈತರು ಹಾಗೂ ವ್ಯಾಪಾರಸ್ಥರಿಗೆ ಸಾಲ ಸೌಲಭ್ಯ ಕಲ್ಪಿಸುತ್ತಿದೆ. ರಜತ ಮಹೋತ್ಸವ ಕಾರ್ಯಕ್ರಮದಲ್ಲಿ ಸಚಿವರು, ಶಾಸಕರು, ಗಣ್ಯರು ಭಾಗವಹಿಸಲಿದ್ದಾರೆ. ಸಂಘದ ಉಪಾಧ್ಯಕ್ಷರು, ನಿರ್ದೇಶಕರು, ಸಿಬ್ಬಂದಿ ಉಪಸ್ಥಿತರಿದ್ದರು. bbox=[735, 1024, 930, 1084]
women-text: ಮಹಿಳೆಯರು ಶಿಕ್ಷಣ ಪಡೆಯುವ ಮೂಲಕ ಆರ್ಥಿಕ, ಸಾಮಾಜಿಕ ಹಾಗೂ ರಾಜಕೀಯ ಕ್ಷೇತ್ರದಲ್ಲಿ ಗುರುತಿಸಿಕೊಳ್ಳಬೇಕು ಎಂದು ಸಂಜೀವಿನಿ ಒಕ್ಕೂಟದ ನಿರ್ದೇಶಕ ಎ.ಬಿ. ಕುಕನೂರು ತಿಳಿಸಿದರು. ಪಟ್ಟಣದ ಮುಂಬಯಿ ಮಹಿಳಾ ಏಳಿಗೆ ಕಚೇರಿಯಲ್ಲಿ ನಡೆದ ಸಮಾರಂಭದಲ್ಲಿ ಮುಖ್ಯ ಅತಿಥಿಯಾಗಿ ಭಾಗವಹಿಸಿ ಮಾತನಾಡಿದರು. ಮುಂಬಯಿ ಸಂಸ್ಥೆಯು ಗ್ರಾಮೀಣ ಭಾಗದಲ್ಲಿ ಮಹಿಳೆಯರ ಆರ್ಥಿಕ ಸಬಲೀಕರಣಕ್ಕೆ ಶ್ರಮಿಸುತ್ತಿದ್ದು ವಿದ್ಯಾರ್ಥಿನಿಯರಿಗೆ ಪ್ರೋತ್ಸಾಹ ನೀಡುತ್ತಿರುವುದು ಶ್ಲಾಘನೀಯ ಎಂದರು. ಕರ್ನಾಟಕ ರಾಜ್ಯ ಸರ್ಕಾರಿ ನೌಕರರ ಸಂಘದ ಅಧ್ಯಕ್ಷರು ಮಾತನಾಡಿ ಎಲ್ಲಾ ಸಮುದಾಯಗಳ ಜನರಿಗೆ ಶಿಕ್ಷಣ ಅಗತ್ಯ ಎಂದು ತಿಳಿಸಿದರು. ನೌಕರರ ಸಂಘದ ನಿರ್ದೇಶಕ ಕೆ.ಹಿ. ಚಿದಾನಂದ ಮಾತನಾಡಿದರು. ಮುಂಬಯಿ ಸಂಸ್ಥೆಯ ಸಹಯೋಗದಲ್ಲಿ 40 ಗ್ರಾಮಗಳ 68 ವಿದ್ಯಾರ್ಥಿನಿಯರಿಗೆ ಸನ್ಮಾನಿಸಲಾಯಿತು. ಮುಂಬಯಿ ನಿರ್ದೇಶಕ ಶ್ರೀದೇವಿ ಕಾರ್ಯಕ್ರಮದ ಅಧ್ಯಕ್ಷತೆ ವಹಿಸಿದ್ದರು. ಹಣಕಾಸು ಸಂಸ್ಥೆಯ ಸಿಬ್ಬಂದಿಗಳು ಹಾಜರಿದ್ದರು. bbox=[547, 188, 724, 281]
rule bbox=[18, 370, 538, 371]
sports-dateline: •ಸುದ್ದಿಮೂಲ ವಾರ್ತೆ, ಗಂಗಾವತಿ, ಜೂ. 28: bbox=[22, 1120, 123, 1127]
temple-kicker[interactable]: ಕಾರಟಗಿ ಗ್ರಾಮದೇವತೆ ದೇವಸ್ಥಾನ ನಿರ್ಮಾಣ ; ಆರ್ಯ ಈಡಿಗ ಸಮಾಜದಿಂದ 3 ಲಕ್ಷ ರೂ. ದೇಣಿಗೆ bbox=[198, 1055, 559, 1069]
sports-text-cont: ಇಲಾಖೆ ಗಂಗಾವತಿ ತಾಲೂಕಿನ ಪ್ರಾಥಮಿಕ ಮತ್ತು ಪ್ರೌಢಶಾಲೆಗಳ ದೈಹಿಕ ಶಿಕ್ಷಣ ಶಿಕ್ಷಕರುಗಳಿಗೆ ನಗರದ ಎಂ.ಎನ್.ಎಂ ವಿದ್ಯಾಲಯದಲ್ಲಿ 2025-26ನೇ ಸಾಲಿನ ಕ್ರೀಡಾಕೂಟಗಳ ಬಗ್ಗೆ ಮಾಹಿತಿ ನೀಡಲು ಪೂರ್ವಭಾವಿ ಸಭೆ ನಡೆಸಲಾಯಿತು. ಸಮಗ್ರವಾಗಿ 14 ವರ್ಷದೊಳಗಿನ ಬಾಲಕ ಬಾಲಕಿಯರು, 17 ವರ್ಷದೊಳಗಿನ ಪ್ರೌಢಶಾಲೆಯ ಬಾಲಕ ಬಾಲಕಿಯರಿಗೆ ನಡೆಸುವ ಕ್ರೀಡಾಕೂಟಗಳ ಬಗ್ಗೆ ಸಭೆಯಲ್ಲಿ ಮಾಹಿತಿ ನೀಡಲಾಯಿತು. ಕ್ಷೇತ್ರಶಿಕ್ಷಣಾಧಿಕಾರಿ ನಟರಾಜ್ ಹಾಗೂ ಹಿರಿಯ ದೈಹಿಕ ಶಿಕ್ಷಣ ಪರಿವೀಕ್ಷಕರು, ವಲಯ ಸಂಯೋಜಕರು, ದೈಹಿಕ ಶಿಕ್ಷಕರು ಹಾಜರಿದ್ದರು. ಕ್ರೀಡಾಕೂಟಗಳನ್ನು ಯಶಸ್ವಿಯಾಗಿ ನಡೆಸಲು ಎಲ್ಲರೂ ಸಹಕರಿಸಬೇಕು ಎಂದು ಮನವಿ ಮಾಡಲಾಯಿತು. bbox=[22, 1188, 188, 1265]
site-url-link[interactable]: » https://www.suddimoola.in bbox=[184, 62, 311, 79]
issue-date bbox=[830, 64, 890, 94]
temple-dateline: •ಸುದ್ದಿಮೂಲ ವಾರ್ತೆ, ಕಾರಟಗಿ, ಜೂ. 28: bbox=[198, 1160, 292, 1167]
siruguppa-dateline: •ಸುದ್ದಿಮೂಲ ವಾರ್ತೆ, ಸಿರುಗುಪ್ಪ, ಜೂ. 28: bbox=[198, 674, 304, 681]
siruguppa-text: ನಗರದ ನಗರಸಭೆಗೆ ನೂತನ ಪೌರಾಯುಕ್ತರಾಗಿ ಹಾನಗಲ್‌ನಿಂದ ವರ್ಗಾವಣೆಯಾಗಿ ಬಂದಿರುವ ಅಧಿಕಾರಿ ಗಳು ಶುಕ್ರವಾರ ಕಾರ್ಯಭಾರ ವಹಿಸಿಕೊಂಡರು. ಈ ಹಿಂದೆ ಪೌರಾಯುಕ್ತರಾಗಿದ್ದ ಅಧಿಕಾರಿಗಳು ವರ್ಗಾವಣೆಗೊಂಡ ಹಿನ್ನೆಲೆಯಲ್ಲಿ ನೂತನ ಅಧಿಕಾರಿ ಅಧಿಕಾರ ಸ್ವೀಕರಿಸಿದರು. ನಗರಸಭೆ ಸದಸ್ಯರು, ಸಿಬ್ಬಂದಿ ವರ್ಗದವರು ನೂತನ ಪೌರಾಯುಕ್ತರನ್ನು ಸನ್ಮಾನಿಸಿ ಸ್ವಾಗತಿಸಿದರು. bbox=[198, 674, 324, 733]
guarantee-photo bbox=[198, 886, 363, 966]
guarantee-text: ರಾಜ್ಯ ಸರ್ಕಾರ ಬಡವರ ಆರ್ಥಿಕ ಉನ್ನತೀಕರಣಕ್ಕೆ ಜಾರಿಗೊಳಿಸಿದ ಪಂಚ ಗ್ಯಾರಂಟಿ ಯೋಜನೆಗಳನ್ನು ಅರ್ಹ ಫಲಾನುಭವಿಗಳಿಗೆ ತಲುಪಿಸುವ ನಿಟ್ಟಿನಲ್ಲಿ ಅಧಿಕಾರಿಗಳು ಶ್ರಮಿಸಬೇಕು ಎಂದು ಗ್ಯಾರಂಟಿ ಯೋಜನೆಗಳ ಅನುಷ್ಠಾನ ಸಮಿತಿ ತಾಲೂಕು ಅಧ್ಯಕ್ಷ ಹುಸೇನ ಹೇಳಿದರು. ತಾಲೂಕು ಪಂಚಾಯಿತಿ ಸಭಾಂಗಣದಲ್ಲಿ ನಡೆದ ಪ್ರಗತಿ ಪರಿಶೀಲನಾ ಸಭೆಯಲ್ಲಿ ಮಾತನಾಡಿದರು. ಗೃಹಲಕ್ಷ್ಮಿ, ಗೃಹಜ್ಯೋತಿ, ಅನ್ನಭಾಗ್ಯ, ಶಕ್ತಿ ಹಾಗೂ ಯುವನಿಧಿ ಯೋಜನೆಗಳ ಪ್ರಗತಿ bbox=[198, 834, 363, 884]
twitter-link[interactable] bbox=[688, 79, 811, 96]
guarantee-text-cont: ರಾಜ್ಯ ಸರ್ಕಾರ ಬಡವರ ಆರ್ಥಿಕ ಉನ್ನತೀಕರಣಕ್ಕೆ ಜಾರಿಗೊಳಿಸಿದ ಪಂಚ ಗ್ಯಾರಂಟಿ ಯೋಜನೆಗಳನ್ನು ಅರ್ಹ ಫಲಾನುಭವಿಗಳಿಗೆ ತಲುಪಿಸುವ ನಿಟ್ಟಿನಲ್ಲಿ ಅಧಿಕಾರಿಗಳು ಶ್ರಮಿಸಬೇಕು ಎಂದು ಗ್ಯಾರಂಟಿ ಯೋಜನೆಗಳ ಅನುಷ್ಠಾನ ಸಮಿತಿ ತಾಲೂಕು ಅಧ್ಯಕ್ಷ ಹುಸೇನ ಹೇಳಿದರು. ತಾಲೂಕು ಪಂಚಾಯಿತಿ ಸಭಾಂಗಣದಲ್ಲಿ ನಡೆದ ಪ್ರಗತಿ ಪರಿಶೀಲನಾ ಸಭೆಯಲ್ಲಿ ಮಾತನಾಡಿದರು. ಗೃಹಲಕ್ಷ್ಮಿ, ಗೃಹಜ್ಯೋತಿ, ಅನ್ನಭಾಗ್ಯ, ಶಕ್ತಿ ಹಾಗೂ ಯುವನಿಧಿ ಯೋಜನೆಗಳ ಪ್ರಗತಿ ಕುರಿತು ಚರ್ಚಿಸಲಾಯಿತು. ಸಮಿತಿ ಸದಸ್ಯರು, ಅಧಿಕಾರಿಗಳು ಉಪಸ್ಥಿತರಿದ್ದರು. bbox=[198, 970, 363, 1029]
koppal-body bbox=[22, 182, 182, 360]
column-rule bbox=[190, 650, 191, 1050]
facebook-link[interactable] bbox=[688, 62, 811, 79]
sarvajanik-text: ಗಂಗಾವತಿ ನಗರಸಭೆ ವ್ಯಾಪ್ತಿಯಲ್ಲಿ ಬರುವ ಎಲ್ಲಾ 31 ವಾರ್ಡುಗಳಲ್ಲಿ ಸಾರ್ವಜನಿಕರು ತಮ್ಮ ಆಸ್ತಿಗಳ ಇ-ಖಾತಾ ಹಾಗೂ ಇತರೆ ಅರ್ಜಿಗಳನ್ನು ಸಲ್ಲಿಸಲು ಅವಕಾಶ ಕಲ್ಪಿಸಲಾಗಿದೆ. ಸಾರ್ವಜನಿಕರು ಈ ಅವಕಾಶವನ್ನು ಸದುಪಯೋಗಪಡಿಸಿಕೊಳ್ಳಬೇಕು ಎಂದು ನಗರಸಭೆ ಪೌರಾಯುಕ್ತರು ತಿಳಿಸಿದ್ದಾರೆ. bbox=[547, 930, 723, 963]
temple-text-cont: ಕಾರಟಗಿ ಪಟ್ಟಣದ ಗ್ರಾಮ ದೇವತೆ ಶ್ರೀ ದ್ಯಾಮಮ್ಮ ದೇವಿ ದೇವಸ್ಥಾನ ನಿರ್ಮಾಣ ಕಾರ್ಯಕ್ಕೆ ಪಟ್ಟಣದಲ್ಲಿ ಮೆರವಣಿಗೆ ಮೂಲಕ ಜನರು ದೇಣಿಗೆ ಸಲ್ಲಿಸುತ್ತಿದ್ದಾರೆ. ಸರ್ವ ಸಮಾಜದ ಸಹಕಾರದಿಂದ ಸುಮಾರು 3.50 ಕೋಟಿ ರೂ. ವೆಚ್ಚದಲ್ಲಿ ಭವ್ಯ ದೇವಸ್ಥಾನ ನಿರ್ಮಾಣ ಮಾಡಲಾಗುತ್ತಿದೆ ಎಂದು ಮಾಜಿ ಸಚಿವ ನಾಗಪ್ಪ ಸಾಲೋಣಿ ಹೇಳಿದರು. ಆರ್ಯ ಈಡಿಗ ಸಮಾಜದ ವತಿಯಿಂದ 3 ಲಕ್ಷ ರೂ. ದೇಣಿಗೆ ನೀಡಲಾಯಿತು. ಸಮಾಜದ ಹಿರಿಯರು, ಮುಖಂಡರು, ದೇವಸ್ಥಾನ ಸಮಿತಿ ಪದಾಧಿಕಾರಿಗಳು, ಭಕ್ತರು ಉಪಸ್ಥಿತರಿದ್ದರು. ದೇವಸ್ಥಾನ ನಿರ್ಮಾಣ ಕಾರ್ಯ ಶೀಘ್ರದಲ್ಲಿ ಪೂರ್ಣಗೊಳ್ಳಲಿದೆ. ಎಲ್ಲ ಸಮಾಜದವರು ಕೈಜೋಡಿಸಬೇಕು ಎಂದು ಮನವಿ ಮಾಡಿದರು. ಪಟ್ಟಣದ ವಿವಿಧ ಸಮಾಜಗಳು, ವ್ಯಾಪಾರಸ್ಥರು ಹಾಗೂ ನಾಗರಿಕರು ಉದಾರವಾಗಿ ದೇಣಿಗೆ ನೀಡುತ್ತಿದ್ದಾರೆ. 3 ಲಕ್ಷ ರೂ. ದೇಣಿಗೆ : ಪಟ್ಟಣದಲ್ಲಿ ಗ್ರಾಮ ದೇವತೆ ಶ್ರೀದ್ಯಾಮಮ್ಮದೇವಿ ದೇವಸ್ಥಾನ ಪುನರ್ ನಿರ್ಮಾಣ ಕಾರ್ಯಕ್ಕೆ ಆರ್ಯ ಈಡಿಗ ಸಮಾಜದ ವತಿಯಿಂದ ಪ್ರಥಮ ಹಂತದಲ್ಲಿ 3 ಲಕ್ಷ ರೂ. ದೇಣಿಗೆ ನೀಡಲಾಯಿತು. bbox=[378, 1160, 546, 1262]
sarvajanik-headline[interactable]: ಸಾರ್ವಜನಿಕರ ಅಸ್ತಿಯ ಅರ್ಜಿಗಳ ಸಲ್ಲಿಕೆಗೆ ಅವಕಾಶ bbox=[547, 910, 707, 921]
temple-body-3 bbox=[556, 1160, 723, 1260]
women-body-2 bbox=[547, 472, 723, 652]
school-dateline: •ಸುದ್ದಿಮೂಲ ವಾರ್ತೆ, ಕೊಪ್ಪಳ, ಜೂ. 28: bbox=[22, 770, 113, 777]
siruguppa-photo bbox=[328, 674, 534, 770]
twitter-icon: t bbox=[688, 82, 692, 93]
cooperative-headline[interactable]: ಇಂದು ಶ್ರೀ ಲಕ್ಷ್ಮೀ ವೆಂಕಟೇಶ್ವರ ಸೌಹಾರ್ದ ಪತ್ತಿನ ಸಹಕಾರ ಸಂಘದ ರಜತ ಮಹೋತ್ಸವ ಕಾರ್ಯಕ್ರಮ - ಶರಣಪ್ಪ ಚನ್ನಳ್ಳಿ bbox=[735, 737, 926, 781]
bevinal-headline[interactable]: ಬೇವಿನಾಳದಲ್ಲಿ ಕನಕದಾಸರ ಮೂರ್ತಿ ಭಗ್ನ : ಆರೋಪಿಗಳ ಪತ್ತೆಗೆ ಧಣಿಸೂರು ಆಗ್ರಹ bbox=[735, 109, 887, 138]
international-body bbox=[547, 696, 723, 730]
koppal-dateline: •ಸುದ್ದಿಮೂಲ ವಾರ್ತೆ, ಕೊಪ್ಪಳ, ಜೂ. 28: bbox=[22, 182, 114, 189]
twitter-text: twitter.com/@suddimoola22 bbox=[693, 82, 811, 93]
rule bbox=[195, 1050, 725, 1051]
cooperative-body bbox=[735, 930, 930, 1418]
page-bottom-rule bbox=[12, 1422, 933, 1424]
international-body-2 bbox=[547, 826, 723, 906]
masthead bbox=[12, 46, 933, 106]
drugs-text-cont: ಯುವ ಜನತೆ ದುಶ್ಚಟಗಳಿಂದ ಹೊರ ಬಂದು ಸಮಾಜದಲ್ಲಿ ಉತ್ತಮ ಬದುಕನ್ನು ರೂಪಿಸಿಕೊಳ್ಳಬೇಕು ಎಂದು ಡಿವೈಎಸ್ಪಿ ಸಿದ್ದಲಿಂಗಪ್ಪಗೌಡ ಪಾಟೀಲ್ ಹೇಳಿದರು. ನಗರದ ಶ್ರೀಕೃಷ್ಣದೇವರಾಯ ವೃತ್ತದಲ್ಲಿ ನಡೆದ ಮಾದಕ ವಸ್ತುಗಳ ವಿರೋಧಿ ದಿನಾಚರಣೆಯ ಜಾಗೃತಿ ಜಾಥಾಕ್ಕೆ ಚಾಲನೆ ನೀಡಿ ಮಾತನಾಡಿದರು. ಮಾದಕ ವಸ್ತುಗಳ ಸೇವನೆಯಿಂದ ಆರೋಗ್ಯ ಹದಗೆಡುತ್ತದೆ. ಇದರಿಂದ ಕುಟುಂಬ ಹಾಗೂ ಸಮಾಜಕ್ಕೆ ತೊಂದರೆ ಉಂಟಾಗುತ್ತದೆ ಎಂದರು. ಫ್ರೆಂಡ್ಸ್ ಫಾರ್ ಎವರ್, ವಿಜಯನಗರ ಸೋಷಿಯಲ್ ಕ್ಲಬ್, ಲಯನ್ಸ್ ಕ್ಲಬ್, ಗಂಗಾವತಿ ಬಾರ್ ಅಸೋಸಿಯೇಷನ್ ಸೇರಿದಂತೆ ಹಲವು ಸಂಘಟನೆಗಳು ಭಾಗವಹಿಸಿದ್ದವು. ನಗರ ಠಾಣೆಯ ಪಿಐ ಪ್ರಕಾಶ್ ಮಾಳಿ, ಗ್ರಾಮೀಣ ಠಾಣೆಯ ಪಿಐ ರಂಗಪ್ಪ, ನಗರಸಭೆ ಅಧ್ಯಕ್ಷರು, ಸದಸ್ಯರು, ವಿದ್ಯಾರ್ಥಿಗಳು, ಸಾರ್ವಜನಿಕರು ಉಪಸ್ಥಿತರಿದ್ದರು. bbox=[195, 517, 362, 602]
registration-mark-icon: + bbox=[918, 20, 930, 36]
women-body-1 bbox=[547, 188, 723, 366]
